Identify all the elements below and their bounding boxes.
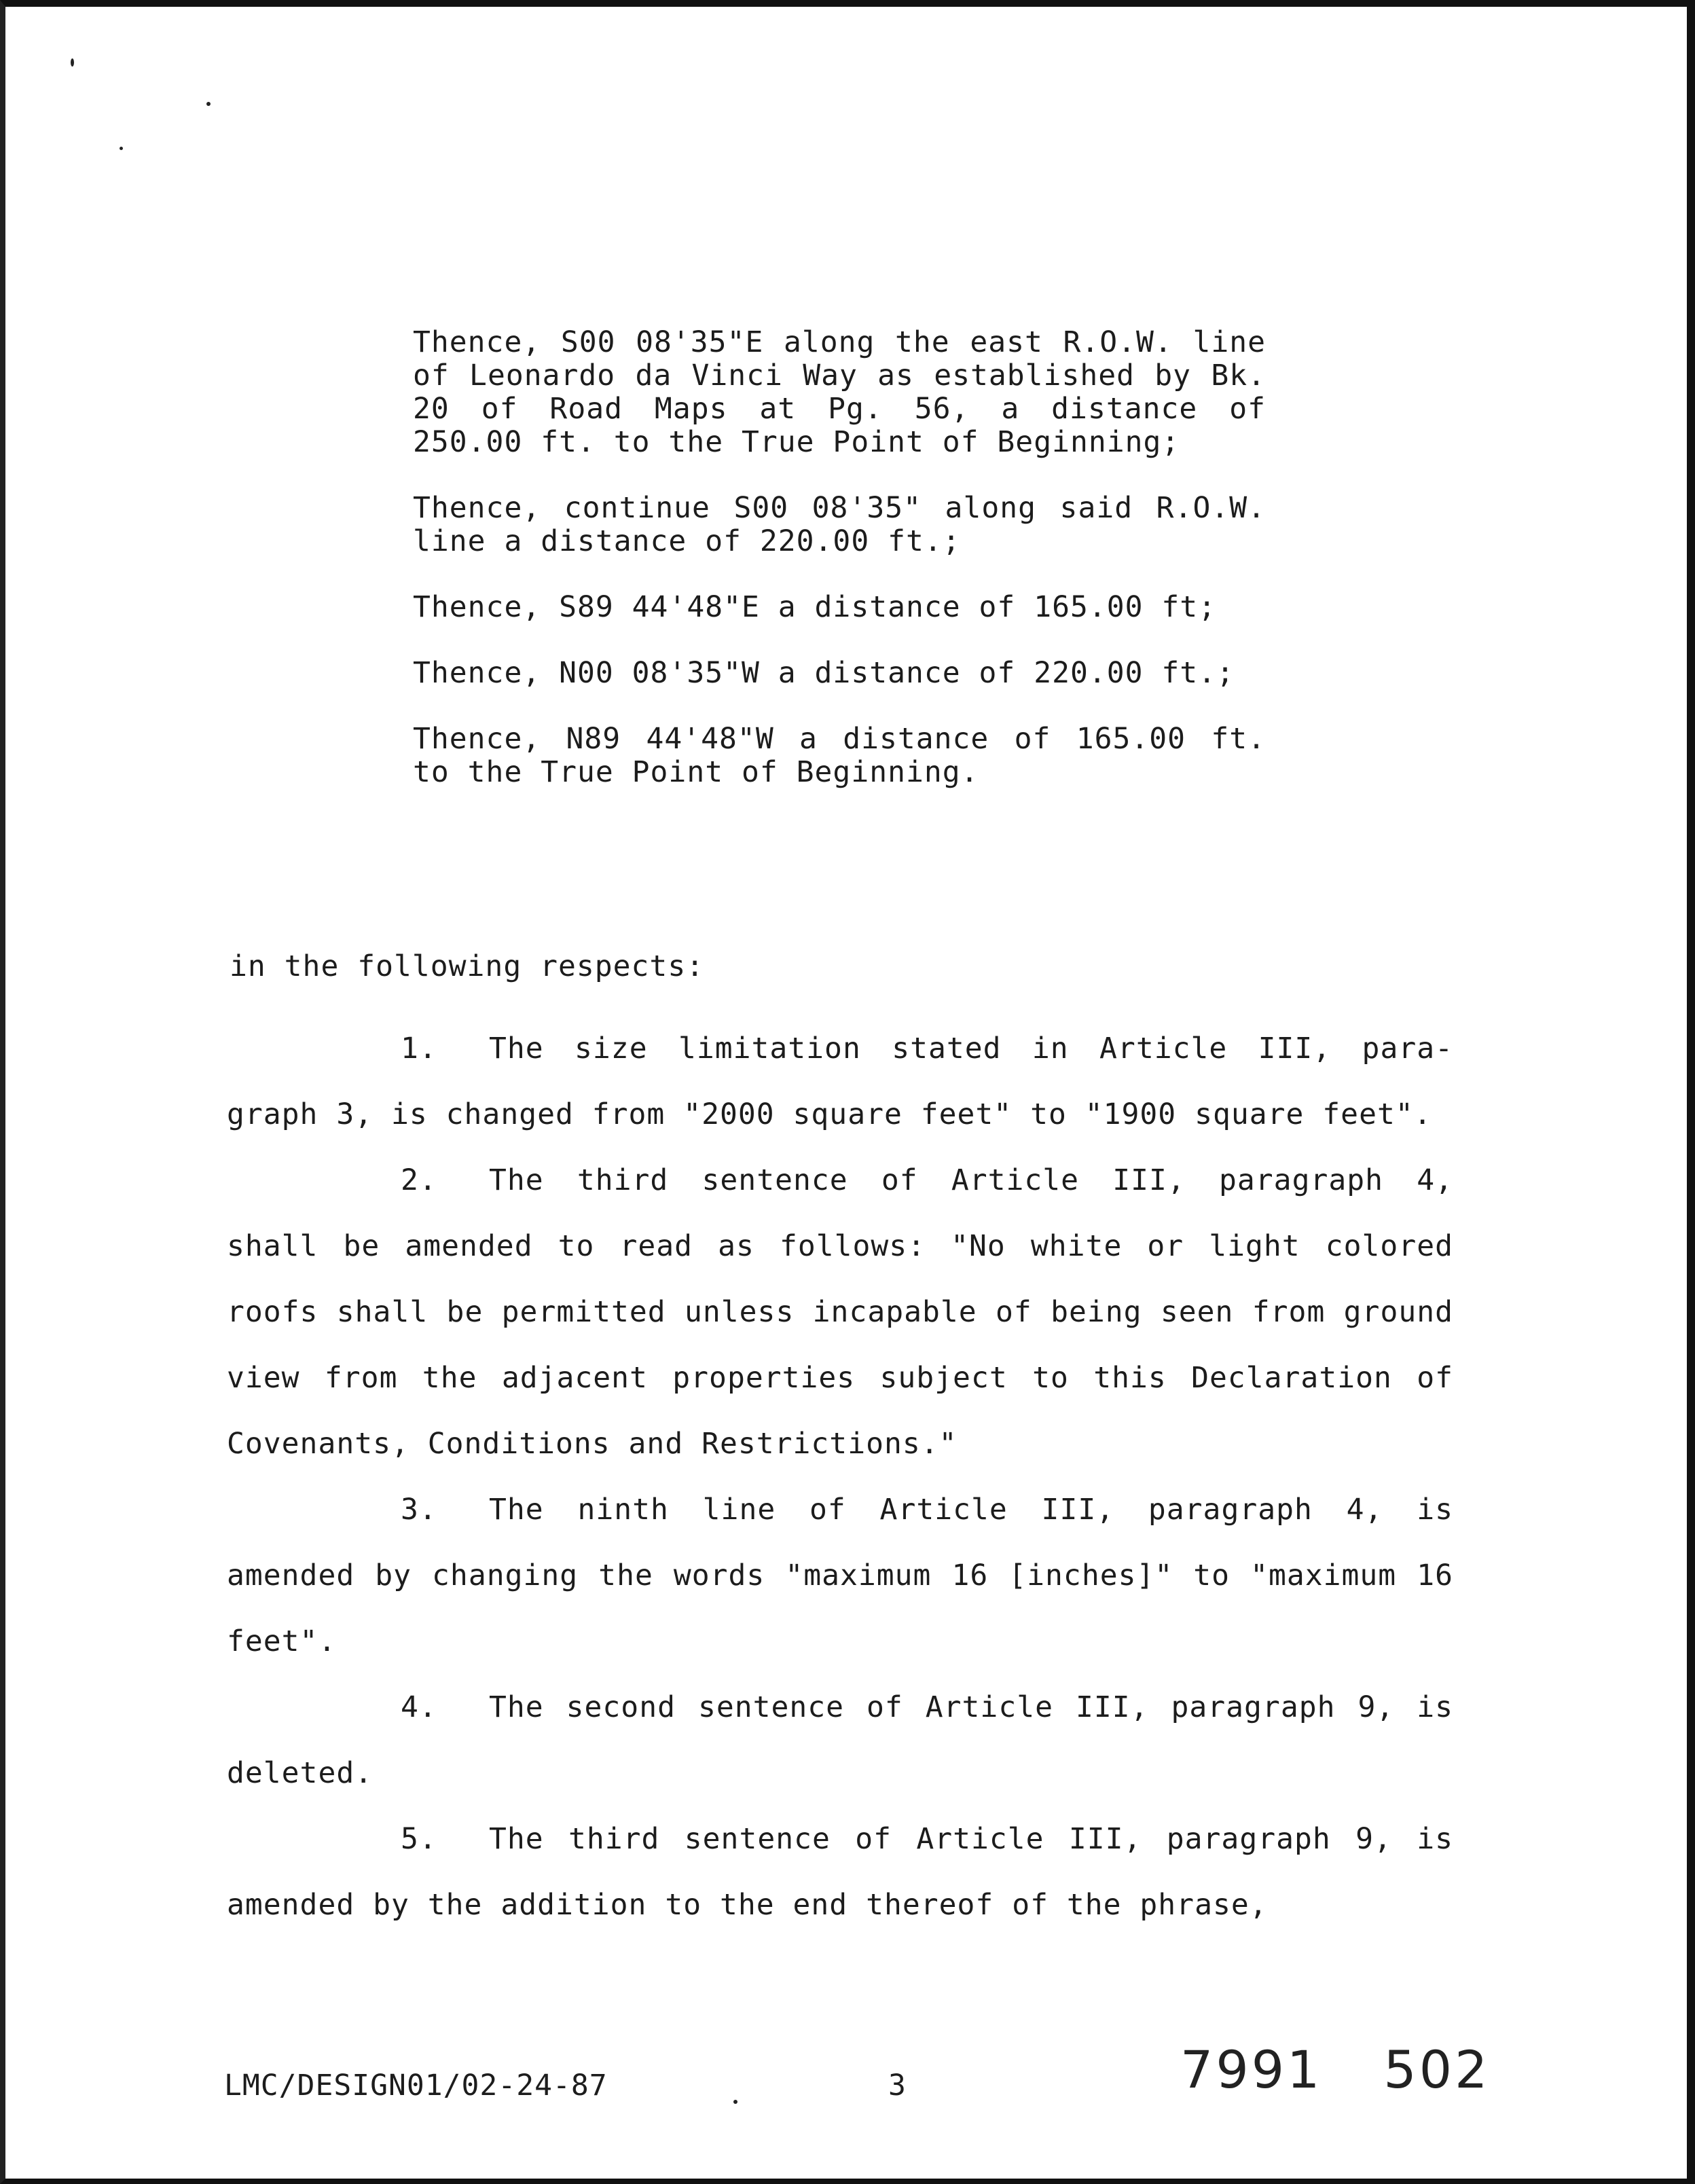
intro-line: in the following respects: xyxy=(230,949,705,983)
amendment-text: The third sentence of Article III, paragraph 9, is amended by the addition to the end thereof of the phrase, xyxy=(227,1822,1453,1922)
amendment-item xyxy=(227,1806,1453,1938)
amendment-item xyxy=(227,1675,1453,1806)
recording-book-page xyxy=(1180,2039,1491,2100)
scan-speck xyxy=(71,58,74,67)
amendment-number: 1. xyxy=(401,1032,437,1066)
legal-course-5: Thence, N89 44'48"W a distance of 165.00 ft. to the True Point of Beginning. xyxy=(413,722,1266,789)
amendment-number: 5. xyxy=(401,1822,437,1856)
book-number: 7991 xyxy=(1180,2039,1323,2100)
amendments-list xyxy=(227,1016,1453,1938)
amendment-item xyxy=(227,1477,1453,1675)
legal-course-4: Thence, N00 08'35"W a distance of 220.00 ft.; xyxy=(413,656,1235,690)
scan-speck xyxy=(120,147,123,150)
amendment-text: The size limitation stated in Article III, para- graph 3, is changed from "2000 square feet" to "1900 square feet". xyxy=(227,1032,1453,1131)
amendment-number: 3. xyxy=(401,1493,437,1527)
page-number: 3 xyxy=(888,2069,906,2103)
scan-speck xyxy=(206,102,211,106)
legal-description xyxy=(413,326,1266,822)
amendment-number: 2. xyxy=(401,1163,437,1197)
amendment-item xyxy=(227,1016,1453,1148)
legal-course-3: Thence, S89 44'48"E a distance of 165.00 ft; xyxy=(413,590,1217,624)
legal-course-2: Thence, continue S00 08'35" along said R.O.W. line a distance of 220.00 ft.; xyxy=(413,491,1266,558)
amendment-text: The third sentence of Article III, paragraph 4, shall be amended to read as follows: "No white or light colored roofs shall be permitted unless incapable of being seen from ground view from the adjacent properties subject to this Declaration of Covenants, Conditions and Restrictions." xyxy=(227,1163,1453,1461)
document-id: LMC/DESIGN01/02-24-87 xyxy=(224,2069,608,2103)
amendment-text: The second sentence of Article III, paragraph 9, is deleted. xyxy=(227,1690,1453,1790)
amendment-item xyxy=(227,1148,1453,1477)
legal-course-1: Thence, S00 08'35"E along the east R.O.W. line of Leonardo da Vinci Way as established by Bk. 20 of Road Maps at Pg. 56, a distance of 250.00 ft. to the True Point of Beginning; xyxy=(413,325,1266,459)
recorded-page-number: 502 xyxy=(1383,2039,1491,2100)
scan-speck xyxy=(733,2100,737,2104)
amendment-text: The ninth line of Article III, paragraph 4, is amended by changing the words "maximum 16 [inches]" to "maximum 16 feet". xyxy=(227,1493,1453,1658)
amendment-number: 4. xyxy=(401,1690,437,1724)
